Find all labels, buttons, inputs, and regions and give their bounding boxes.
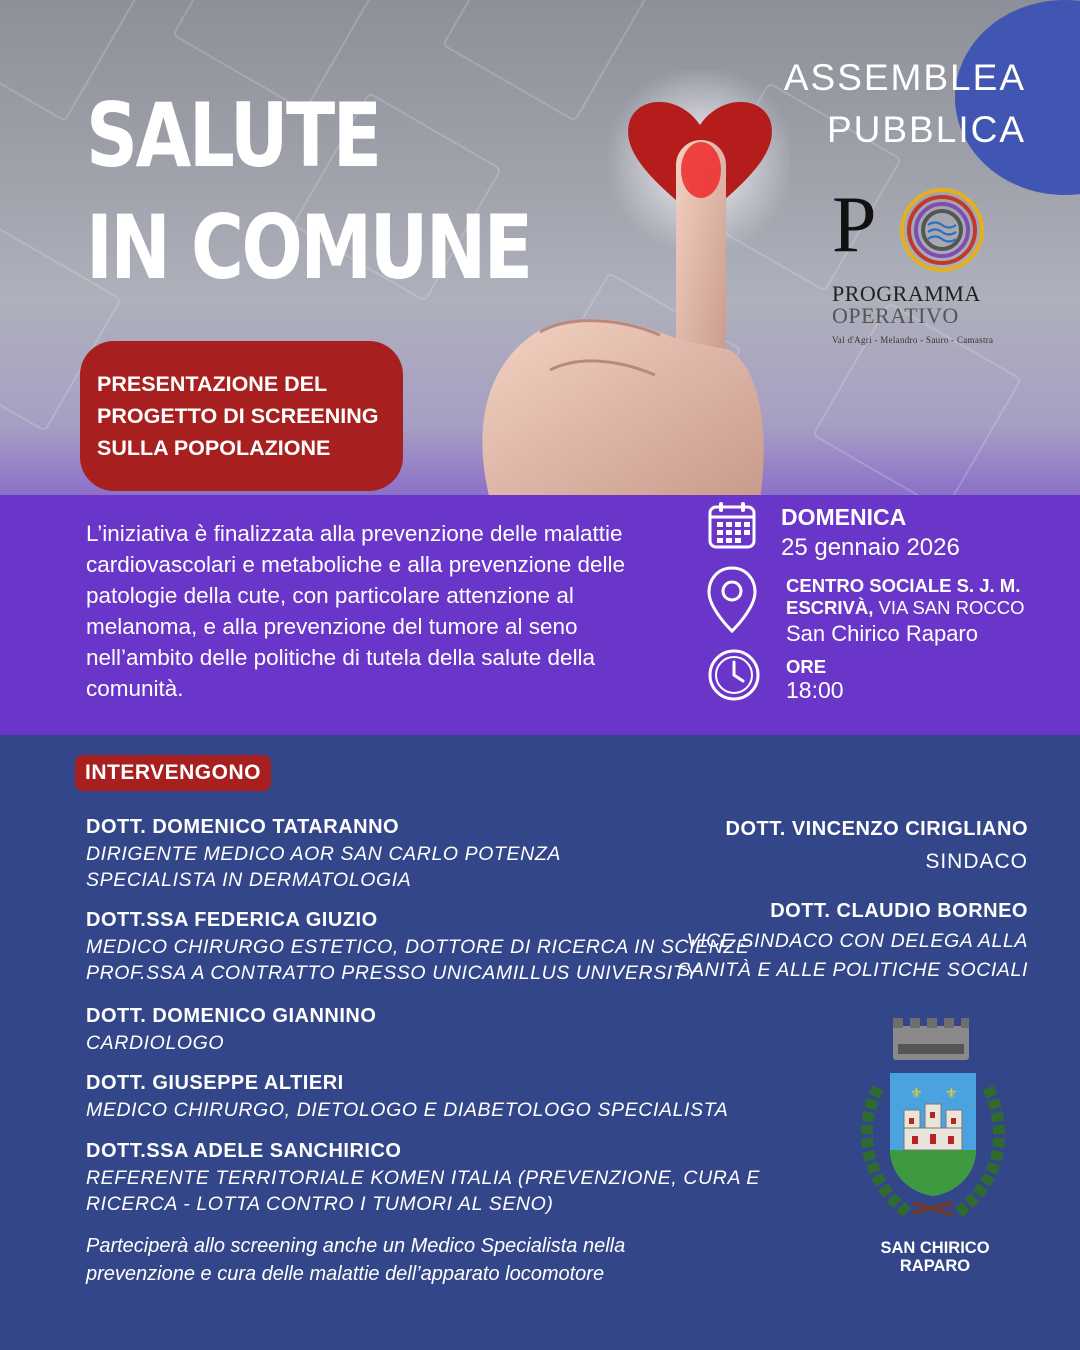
event-place-name: ESCRIVÀ, [786, 597, 874, 618]
speaker-role: SANITÀ E ALLE POLITICHE SOCIALI [677, 959, 1028, 981]
speaker-role: PROF.SSA A CONTRATTO PRESSO UNICAMILLUS UNIVERSITY [86, 962, 699, 984]
clock-icon [707, 648, 761, 702]
speaker-role: REFERENTE TERRITORIALE KOMEN ITALIA (PREVENZIONE, CURA E [86, 1167, 760, 1189]
speaker-role: MEDICO CHIRURGO ESTETICO, DOTTORE DI RICERCA IN SCIENZE [86, 936, 750, 958]
event-place-street: VIA SAN ROCCO [873, 597, 1025, 618]
subtitle-text [97, 368, 407, 464]
speaker-name: DOTT. GIUSEPPE ALTIERI [86, 1072, 344, 1094]
speaker-role: CARDIOLOGO [86, 1032, 225, 1054]
event-time-label: ORE [786, 656, 827, 677]
speaker-role: SPECIALISTA IN DERMATOLOGIA [86, 869, 412, 891]
speaker-item [86, 1005, 786, 1056]
assembly-line-2: PUBBLICA [826, 109, 1026, 150]
screening-note [86, 1232, 806, 1288]
event-place-line-2 [786, 597, 1025, 619]
programma-operativo-logo [830, 181, 1050, 350]
speaker-item [648, 900, 1028, 985]
note-line-2: prevenzione e cura delle malattie dell’apparato locomotore [86, 1263, 605, 1285]
assembly-label [784, 52, 1026, 156]
event-place-line-1: CENTRO SOCIALE S. J. M. [786, 575, 1021, 596]
speaker-role: SINDACO [925, 850, 1028, 873]
speaker-name: DOTT.SSA FEDERICA GIUZIO [86, 909, 378, 931]
event-title [86, 80, 531, 304]
svg-text:⚜: ⚜ [910, 1086, 923, 1102]
event-town: San Chirico Raparo [786, 621, 978, 646]
speaker-item [86, 1140, 786, 1217]
subtitle-line-3: SULLA POPOLAZIONE [97, 436, 331, 460]
assembly-line-1: ASSEMBLEA [783, 57, 1026, 98]
title-line-1: SALUTE [86, 84, 380, 187]
subtitle-line-1: PRESENTAZIONE DEL [97, 372, 328, 396]
speaker-name: DOTT.SSA ADELE SANCHIRICO [86, 1140, 402, 1162]
logo-rings-icon [892, 185, 996, 275]
logo-name-1: PROGRAMMA [832, 281, 981, 306]
speaker-name: DOTT. DOMENICO GIANNINO [86, 1005, 377, 1027]
event-time: 18:00 [786, 677, 844, 703]
speaker-name: DOTT. DOMENICO TATARANNO [86, 816, 400, 838]
subtitle-line-2: PROGETTO DI SCREENING [97, 404, 379, 428]
municipality-line-1: SAN CHIRICO [880, 1239, 990, 1257]
event-day: DOMENICA [781, 504, 907, 530]
logo-tagline: Val d'Agri - Melandro - Sauro - Camastra [832, 335, 994, 345]
svg-text:⚜: ⚜ [945, 1086, 958, 1102]
event-description: L’iniziativa è finalizzata alla prevenzione delle malattie cardiovascolari e metaboliche e alla prevenzione delle patologie della cute, con particolare attenzione al melanoma, e alla prevenzione del tumore al seno nell’ambito delle politiche di tutela della salute della comunità. [86, 521, 626, 701]
speaker-item [86, 1072, 786, 1123]
speaker-name: DOTT. VINCENZO CIRIGLIANO [725, 818, 1028, 840]
coat-of-arms-icon [848, 1018, 1018, 1233]
logo-mark: P [832, 181, 877, 269]
municipality-line-2: RAPARO [899, 1257, 971, 1275]
title-line-2: IN COMUNE [86, 196, 531, 299]
location-pin-icon [706, 565, 758, 635]
subtitle-badge [80, 341, 403, 491]
municipality-name [860, 1239, 1010, 1275]
speaker-role: DIRIGENTE MEDICO AOR SAN CARLO POTENZA [86, 843, 561, 865]
event-date: 25 gennaio 2026 [781, 534, 960, 561]
speaker-role: RICERCA - LOTTA CONTRO I TUMORI AL SENO) [86, 1193, 554, 1215]
speaker-item [668, 818, 1028, 875]
speaker-name: DOTT. CLAUDIO BORNEO [770, 900, 1028, 922]
speaker-role: MEDICO CHIRURGO, DIETOLOGO E DIABETOLOGO SPECIALISTA [86, 1099, 729, 1121]
speaker-role: VICE SINDACO CON DELEGA ALLA [686, 930, 1028, 952]
note-line-1: Parteciperà allo screening anche un Medico Specialista nella [86, 1235, 626, 1257]
calendar-icon [707, 500, 757, 550]
hero-banner [0, 0, 1080, 500]
speakers-heading: INTERVENGONO [75, 755, 271, 791]
logo-name-2: OPERATIVO [832, 303, 959, 328]
